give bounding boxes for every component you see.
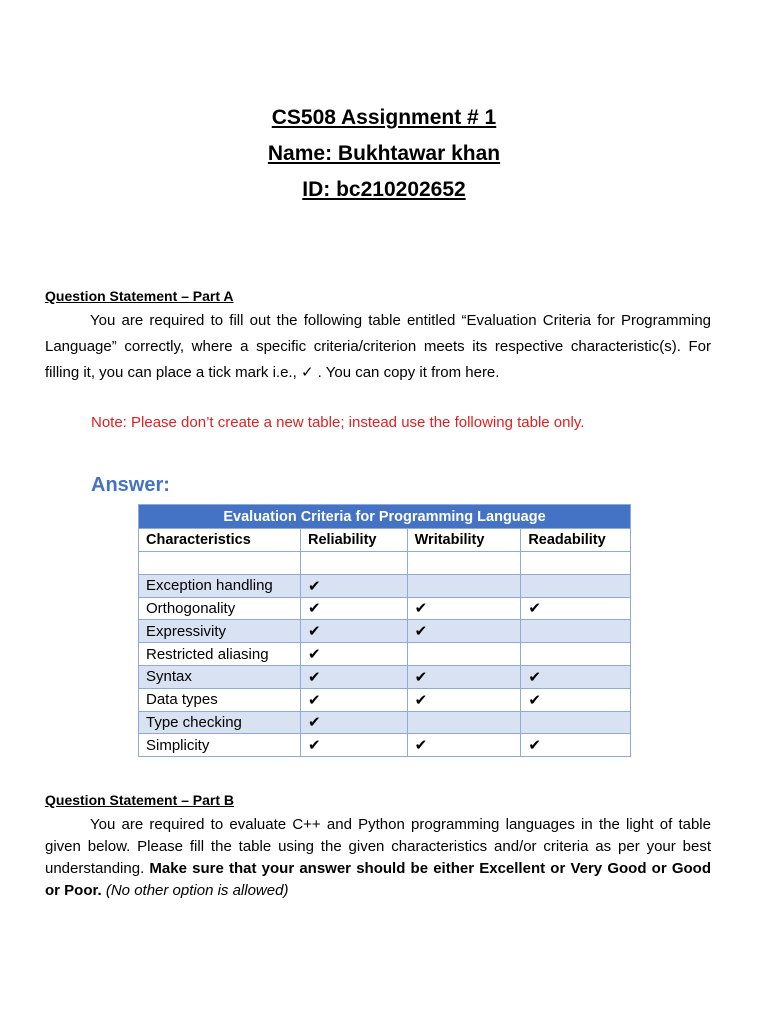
cell-characteristic: Syntax (139, 665, 301, 688)
cell-characteristic: Type checking (139, 711, 301, 734)
cell-writability (407, 552, 521, 575)
cell-readability (521, 711, 631, 734)
cell-writability: ✔ (407, 620, 521, 643)
part-b-bold-text: Make sure that your answer should be either Excellent or Very Good or Good or Poor. (45, 860, 711, 899)
cell-reliability: ✔ (300, 597, 407, 620)
part-b-paragraph (45, 814, 711, 902)
document-title (0, 100, 768, 208)
cell-characteristic: Data types (139, 688, 301, 711)
header-writability: Writability (407, 529, 521, 552)
cell-characteristic: Restricted aliasing (139, 643, 301, 666)
part-a-heading: Question Statement – Part A (45, 288, 234, 304)
header-reliability: Reliability (300, 529, 407, 552)
cell-writability: ✔ (407, 597, 521, 620)
cell-readability: ✔ (521, 688, 631, 711)
table-row (139, 643, 631, 666)
cell-characteristic: Expressivity (139, 620, 301, 643)
part-b-heading: Question Statement – Part B (45, 792, 235, 808)
table-row (139, 574, 631, 597)
cell-readability (521, 643, 631, 666)
cell-characteristic: Exception handling (139, 574, 301, 597)
table-row (139, 734, 631, 757)
table-row (139, 620, 631, 643)
header-readability: Readability (521, 529, 631, 552)
student-name: Name: Bukhtawar khan (267, 142, 501, 165)
cell-characteristic: Simplicity (139, 734, 301, 757)
note-text: Note: Please don’t create a new table; instead use the following table only. (91, 414, 585, 431)
cell-reliability: ✔ (300, 620, 407, 643)
cell-readability (521, 574, 631, 597)
cell-writability (407, 711, 521, 734)
part-a-paragraph: You are required to fill out the following table entitled “Evaluation Criteria for Programming Language” correctly, where a specific criteria/criterion meets its respective characteristic(s). For filling it, you can place a tick mark i.e., ✓ . You can copy it from here. (45, 312, 711, 381)
assignment-title: CS508 Assignment # 1 (271, 106, 497, 129)
cell-characteristic: Orthogonality (139, 597, 301, 620)
cell-reliability: ✔ (300, 665, 407, 688)
cell-readability: ✔ (521, 665, 631, 688)
answer-heading: Answer: (91, 474, 170, 496)
table-caption: Evaluation Criteria for Programming Language (139, 505, 631, 529)
table-row (139, 597, 631, 620)
cell-characteristic (139, 552, 301, 575)
table-row (139, 552, 631, 575)
cell-readability: ✔ (521, 734, 631, 757)
cell-readability (521, 552, 631, 575)
part-b-plain-text: You are required to evaluate C++ and Python programming languages in the light of table given below. Please fill the table using the given characteristics and/or criteria as per your best understanding. (45, 816, 711, 877)
cell-reliability (300, 552, 407, 575)
cell-reliability: ✔ (300, 688, 407, 711)
cell-readability: ✔ (521, 597, 631, 620)
part-b-italic-text: (No other option is allowed) (101, 882, 289, 899)
cell-reliability: ✔ (300, 734, 407, 757)
cell-writability: ✔ (407, 665, 521, 688)
cell-reliability: ✔ (300, 643, 407, 666)
cell-writability (407, 574, 521, 597)
cell-reliability: ✔ (300, 574, 407, 597)
header-characteristics: Characteristics (139, 529, 301, 552)
table-row (139, 711, 631, 734)
student-id: ID: bc210202652 (302, 178, 466, 201)
cell-writability: ✔ (407, 734, 521, 757)
table-row (139, 665, 631, 688)
cell-writability: ✔ (407, 688, 521, 711)
cell-writability (407, 643, 521, 666)
table-row (139, 688, 631, 711)
cell-readability (521, 620, 631, 643)
cell-reliability: ✔ (300, 711, 407, 734)
evaluation-criteria-table (138, 504, 631, 757)
